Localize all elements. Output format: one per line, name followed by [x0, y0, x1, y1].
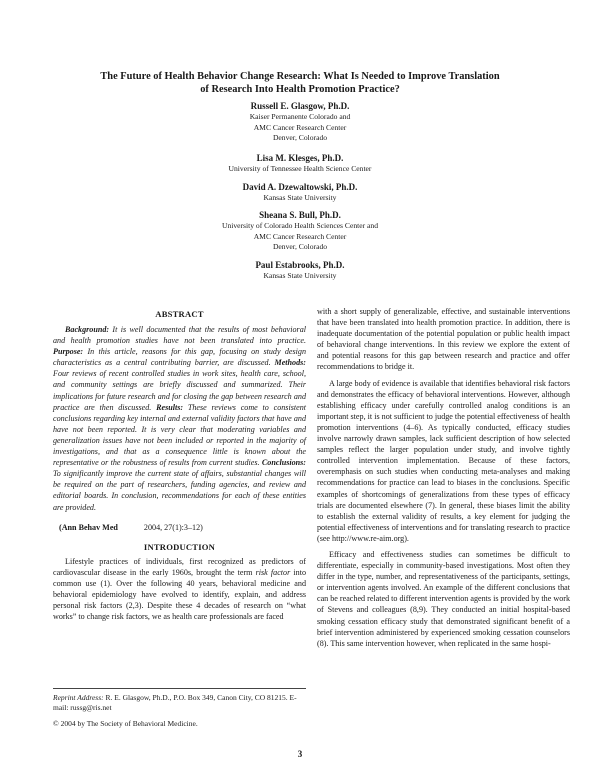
- author-name: David A. Dzewaltowski, Ph.D.: [242, 182, 358, 192]
- author-affiliation: University of Colorado Health Sciences Center and: [221, 221, 379, 230]
- author-name: Paul Estabrooks, Ph.D.: [255, 260, 345, 270]
- conclusions-label: Conclusions:: [261, 458, 306, 468]
- results-text: These reviews come to consistent conclusions regarding key internal and external validity factors that have and have not been reported. It is very clear that moderating variables and generalization issues have not been included or reported in the majority of investigations, and that as a consequence little is known about the representative or the robustness of results from current studies.: [53, 402, 306, 468]
- purpose-text: In this article, reasons for this gap, focusing on study design characteristics as a central contributing barrier, are discussed.: [53, 347, 306, 368]
- author-affiliation: Kansas State University: [263, 271, 337, 280]
- author-affiliation: Denver, Colorado: [272, 242, 328, 252]
- author-5: [100, 259, 500, 282]
- right-column: [317, 306, 570, 649]
- methods-label: Methods:: [274, 358, 306, 368]
- author-affiliation: Kansas State University: [263, 193, 337, 202]
- intro-paragraph: [53, 556, 306, 623]
- journal-citation: [59, 522, 306, 533]
- citation-journal: (Ann Behav Med: [59, 522, 118, 532]
- author-affiliation: AMC Cancer Research Center: [253, 231, 347, 241]
- intro-term: risk factor: [255, 567, 291, 577]
- introduction-heading: INTRODUCTION: [143, 541, 216, 552]
- reprint-address: [53, 693, 306, 713]
- body-paragraph: A large body of evidence is available that identifies behavioral risk factors and demonstrates the efficacy of behavioral interventions. However, although establishing efficacy under carefully controlled analog conditions is an important step, it is not sufficient to judge the potential effectiveness of health promotion interventions (4–6). As typically conducted, efficacy studies involve narrowly drawn samples, lack sufficient description of how selected samples reflect the larger population under study, and involve tightly controlled intervention implementation. Because of these factors, overemphasis on such studies when conducting meta-analyses and making recommendations for practice can lead to biases in the conclusions. Specific examples of shortcomings of generalizations from these types of efficacy trials are documented elsewhere (7). In general, these biases limit the ability to establish the external validity of results, a key element for judging the potential effectiveness of interventions and for translating research to practice (see http://www.re-aim.org).: [317, 378, 570, 543]
- copyright: © 2004 by The Society of Behavioral Medicine.: [53, 719, 198, 728]
- author-name: Russell E. Glasgow, Ph.D.: [250, 101, 350, 111]
- author-4: [100, 209, 500, 253]
- purpose-label: Purpose:: [53, 347, 84, 357]
- footnote-divider: [53, 688, 306, 689]
- title-line-2: of Research Into Health Promotion Practice?: [200, 84, 400, 95]
- abstract-text: [53, 324, 306, 513]
- intro-text-a: Lifestyle practices of individuals, first recognized as predictors of cardiovascular disease in the early 1960s, brought the term: [53, 556, 306, 577]
- background-text: It is well documented that the results of most behavioral and health promotion studies have not been translated into practice.: [53, 325, 306, 346]
- reprint-text: R. E. Glasgow, Ph.D., P.O. Box 349, Canon City, CO 81215. E-mail: russg@ris.net: [53, 693, 297, 712]
- author-affiliation: Kaiser Permanente Colorado and: [249, 112, 351, 121]
- intro-text-b: into common use (1). Over the following 40 years, behavioral medicine and behavioral epidemiology have evolved to identify, explain, and address personal risk factors (2,3). Despite these 4 decades of research on “what works” to change risk factors, we as health care professionals are faced: [53, 567, 306, 622]
- background-label: Background:: [65, 325, 110, 334]
- body-paragraph: Efficacy and effectiveness studies can sometimes be difficult to differentiate, especially in community-based investigations. Most often they differ in the type, number, and representativeness of the participants, settings, or intervention agents involved. An example of the different conclusions that can be reached related to different intervention agents is provided by the work of Stevens and colleagues (8,9). They conducted an initial hospital-based smoking cessation efficacy study that demonstrated significant benefit of a brief intervention administered by experienced smoking cessation counselors (8). This same intervention however, when replicated in the same hospi-: [317, 549, 570, 648]
- author-2: [100, 152, 500, 175]
- left-column: [53, 308, 306, 622]
- author-name: Sheana S. Bull, Ph.D.: [259, 210, 341, 220]
- author-name: Lisa M. Klesges, Ph.D.: [256, 153, 344, 163]
- author-1: [100, 100, 500, 144]
- author-3: [100, 181, 500, 204]
- results-label: Results:: [156, 402, 184, 412]
- paper-title: [40, 70, 560, 96]
- title-line-1: The Future of Health Behavior Change Research: What Is Needed to Improve Translation: [100, 71, 500, 82]
- abstract-heading: ABSTRACT: [155, 309, 204, 319]
- conclusions-text: To significantly improve the current state of affairs, substantial changes will be required on the part of researchers, funding agencies, and review and editorial boards. In conclusion, recommendations for each of these entities are provided.: [53, 469, 306, 512]
- author-affiliation: University of Tennessee Health Science Center: [228, 164, 372, 173]
- author-affiliation: AMC Cancer Research Center: [253, 122, 347, 132]
- page-number: 3: [297, 749, 303, 759]
- body-paragraph: with a short supply of generalizable, effective, and sustainable interventions that have been translated into health promotion practice. In addition, there is inadequate documentation of the potential population or public health impact of behavioral change interventions. In this review we explore the extent of and potential reasons for this gap between research and practice and offer recommendations to bridge it.: [317, 307, 570, 372]
- citation-details: 2004, 27(1):3–12): [143, 522, 203, 532]
- author-affiliation: Denver, Colorado: [272, 133, 328, 143]
- reprint-label: Reprint Address:: [53, 693, 104, 702]
- methods-text: Four reviews of recent controlled studies in work sites, health care, school, and community settings are briefly discussed and summarized. Their implications for future research and for closing the gap between research and practice are then discussed.: [53, 369, 306, 412]
- footnote: [53, 688, 306, 729]
